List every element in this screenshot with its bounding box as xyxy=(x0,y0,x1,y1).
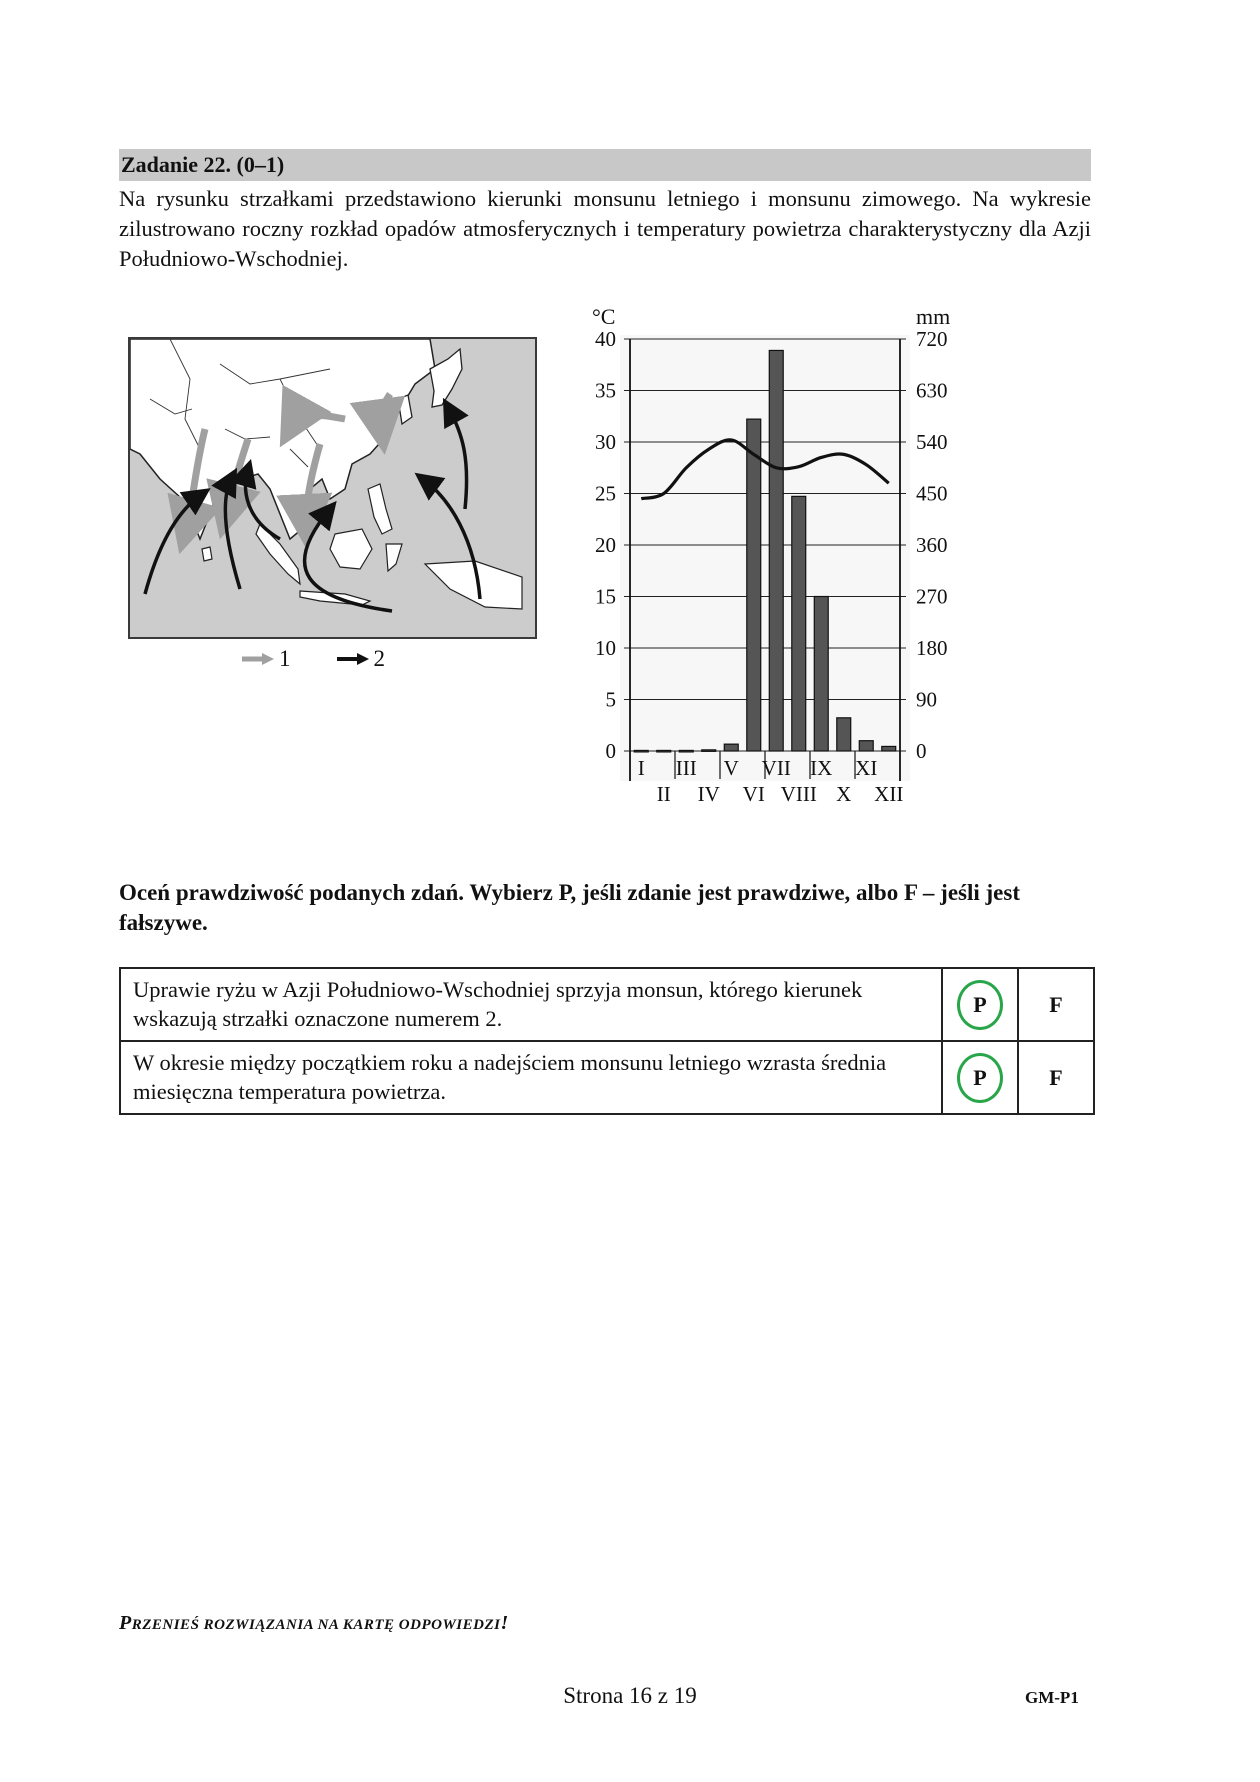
sri-lanka xyxy=(202,547,212,561)
month-label-top: VII xyxy=(761,756,791,780)
month-label-top: XI xyxy=(855,756,878,780)
transfer-note xyxy=(119,1612,509,1635)
month-label-bottom: IV xyxy=(697,782,720,806)
task-intro: Na rysunku strzałkami przedstawiono kierunki monsunu letniego i monsunu zimowego. Na wykresie zilustrowano roczny rozkład opadów atmosferycznych i temperatury powietrza charakterystyczny dla Azji Południowo-Wschodniej. xyxy=(119,186,1091,271)
precipitation-bar xyxy=(634,750,648,752)
borneo xyxy=(330,529,372,569)
left-tick-label: 10 xyxy=(595,636,616,660)
right-tick-label: 540 xyxy=(916,430,948,454)
legend-label-1: 1 xyxy=(279,646,291,671)
new-guinea xyxy=(425,561,522,609)
statement-row xyxy=(120,968,1094,1041)
precipitation-bar xyxy=(859,741,873,751)
month-label-bottom: X xyxy=(836,782,852,806)
philippines xyxy=(368,484,392,534)
transfer-note-rest: RZENIEŚ ROZWIĄZANIA NA KARTĘ ODPOWIEDZI xyxy=(131,1617,501,1633)
map-drawing xyxy=(130,339,535,637)
left-tick-label: 5 xyxy=(605,687,616,712)
map-legend xyxy=(240,646,423,672)
left-tick-label: 25 xyxy=(595,481,616,506)
month-label-bottom: II xyxy=(656,782,671,806)
precipitation-bar xyxy=(814,597,828,752)
statement-text: Uprawie ryżu w Azji Południowo-Wschodniej sprzyja monsun, którego kierunek wskazują strzałki oznaczone numerem 2. xyxy=(120,968,942,1041)
left-tick-label: 0 xyxy=(605,739,616,763)
korea xyxy=(398,395,412,424)
selected-circle[interactable] xyxy=(957,980,1003,1030)
legend-item-1 xyxy=(240,646,291,672)
left-tick-label: 40 xyxy=(595,327,616,351)
answers-table xyxy=(119,967,1095,1115)
month-label-bottom: VI xyxy=(742,782,765,806)
instruction-text: Oceń prawdziwość podanych zdań. Wybierz P, jeśli zdanie jest prawdziwe, albo F – jeśli jest fałszywe. xyxy=(119,880,1020,935)
asia-landmass xyxy=(130,339,435,539)
option-f[interactable] xyxy=(1018,968,1094,1041)
right-tick-label: 720 xyxy=(916,327,948,351)
legend-label-2: 2 xyxy=(373,646,385,671)
option-p-label: P xyxy=(973,1064,987,1090)
page-number: Strona 16 z 19 xyxy=(563,1683,697,1708)
left-axis-unit: °C xyxy=(592,304,616,329)
right-axis-unit: mm xyxy=(916,304,951,329)
precipitation-bar xyxy=(657,750,671,752)
right-tick-label: 180 xyxy=(916,636,948,660)
month-label-top: IX xyxy=(810,756,833,780)
left-tick-label: 35 xyxy=(595,378,616,403)
precipitation-bar xyxy=(724,744,738,751)
black-arrow-icon xyxy=(335,652,371,666)
precipitation-bar xyxy=(837,718,851,751)
right-tick-label: 360 xyxy=(916,533,948,557)
month-label-bottom: VIII xyxy=(780,782,817,806)
monsoon-map xyxy=(128,337,537,639)
option-p[interactable] xyxy=(942,968,1018,1041)
option-f-label: F xyxy=(1049,991,1063,1017)
left-tick-label: 20 xyxy=(595,533,616,557)
legend-item-2 xyxy=(335,646,386,672)
option-p-label: P xyxy=(973,991,987,1017)
chart-background xyxy=(620,335,910,781)
left-tick-label: 15 xyxy=(595,584,616,609)
option-f[interactable] xyxy=(1018,1041,1094,1114)
exam-code: GM-P1 xyxy=(1025,1688,1079,1707)
precipitation-bar xyxy=(792,496,806,751)
transfer-note-mark: ! xyxy=(500,1612,509,1634)
option-f-label: F xyxy=(1049,1064,1063,1090)
right-tick-label: 630 xyxy=(916,378,948,403)
right-tick-label: 270 xyxy=(916,584,948,609)
japan xyxy=(430,349,462,407)
statement-text: W okresie między początkiem roku a nadejściem monsunu letniego wzrasta średnia miesięczna temperatura powietrza. xyxy=(120,1041,942,1114)
month-label-top: I xyxy=(637,756,645,780)
precipitation-bar xyxy=(882,746,896,751)
grey-arrow-icon xyxy=(240,652,276,666)
option-p[interactable] xyxy=(942,1041,1018,1114)
month-label-top: V xyxy=(723,756,739,780)
left-tick-label: 30 xyxy=(595,430,616,454)
right-tick-label: 0 xyxy=(916,739,927,763)
sulawesi xyxy=(386,544,402,571)
right-tick-label: 450 xyxy=(916,481,948,506)
statement-row xyxy=(120,1041,1094,1114)
precipitation-bar xyxy=(702,750,716,752)
selected-circle[interactable] xyxy=(957,1053,1003,1103)
precipitation-bar xyxy=(769,350,783,751)
month-label-top: III xyxy=(675,756,697,780)
transfer-note-first: P xyxy=(119,1612,132,1634)
month-label-bottom: XII xyxy=(874,782,904,806)
right-tick-label: 90 xyxy=(916,687,937,712)
climate-chart xyxy=(580,300,980,820)
precipitation-bar xyxy=(679,750,693,752)
precipitation-bar xyxy=(747,419,761,751)
task-header: Zadanie 22. (0–1) xyxy=(119,149,1091,181)
